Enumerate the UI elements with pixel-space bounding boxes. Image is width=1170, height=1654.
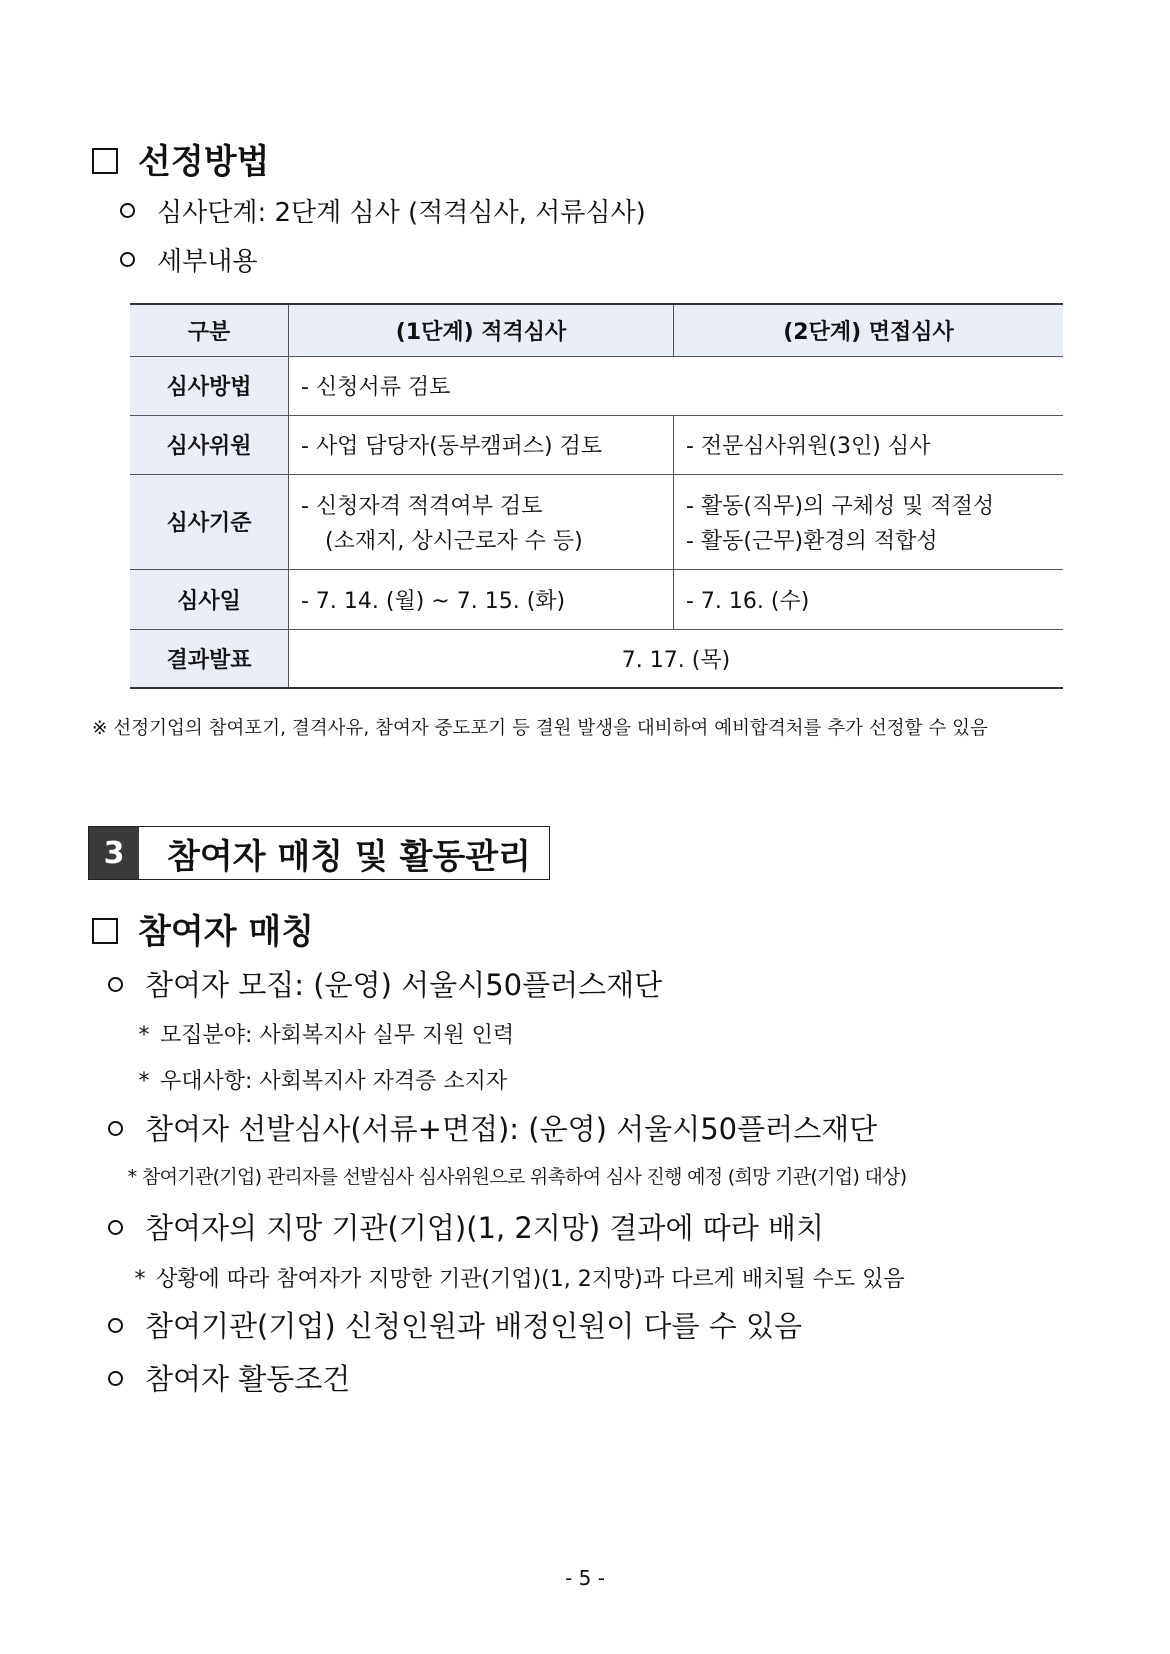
section-heading-matching bbox=[92, 904, 314, 953]
bullet-text: 심사단계: 2단계 심사 (적격심사, 서류심사) bbox=[157, 198, 646, 228]
section-title: 참여자 매칭 및 활동관리 bbox=[167, 836, 531, 877]
table-cell: - 사업 담당자(동부캠퍼스) 검토 bbox=[289, 415, 674, 474]
table-header-row bbox=[130, 304, 1063, 356]
bullet-item bbox=[108, 1357, 350, 1398]
checkbox-square-icon bbox=[92, 918, 118, 944]
table-header-cell: (1단계) 적격심사 bbox=[289, 304, 674, 356]
bullet-item bbox=[120, 192, 646, 229]
bullet-text: 세부내용 bbox=[157, 247, 258, 277]
checkbox-square-icon bbox=[92, 148, 118, 174]
circle-bullet-icon bbox=[108, 1220, 123, 1235]
circle-bullet-icon bbox=[120, 203, 135, 218]
row-label: 심사위원 bbox=[130, 415, 289, 474]
row-label: 심사기준 bbox=[130, 474, 289, 569]
table-cell bbox=[289, 474, 674, 569]
circle-bullet-icon bbox=[108, 1121, 123, 1136]
bullet-item bbox=[108, 1206, 824, 1247]
asterisk-icon: * bbox=[138, 1023, 150, 1048]
row-label: 심사방법 bbox=[130, 356, 289, 415]
sub-item bbox=[130, 1262, 905, 1293]
bullet-item bbox=[108, 1107, 877, 1148]
cell-line: - 활동(직무)의 구체성 및 적절성 bbox=[686, 493, 995, 519]
sub-item bbox=[134, 1018, 514, 1049]
sub-item-text: 참여기관(기업) 관리자를 선발심사 심사위원으로 위촉하여 심사 진행 예정 (희망 기관(기업) 대상) bbox=[142, 1166, 907, 1188]
cell-line: - 신청자격 적격여부 검토 bbox=[301, 493, 543, 519]
table-header-cell: 구분 bbox=[130, 304, 289, 356]
bullet-text: 참여자 모집: (운영) 서울시50플러스재단 bbox=[145, 968, 663, 1002]
table-row bbox=[130, 415, 1063, 474]
bullet-item bbox=[120, 241, 257, 278]
table-cell: - 7. 14. (월) ~ 7. 15. (화) bbox=[289, 569, 674, 629]
sub-item-text: 모집분야: 사회복지사 실무 지원 인력 bbox=[160, 1023, 515, 1048]
table-cell: - 전문심사위원(3인) 심사 bbox=[674, 415, 1064, 474]
sub-item bbox=[134, 1064, 507, 1095]
selection-table bbox=[130, 303, 1063, 689]
asterisk-icon: * bbox=[138, 1069, 150, 1094]
sub-item-text: 상황에 따라 참여자가 지망한 기관(기업)(1, 2지망)과 다르게 배치될 수도 있음 bbox=[156, 1267, 905, 1292]
table-row bbox=[130, 356, 1063, 415]
circle-bullet-icon bbox=[120, 252, 135, 267]
table-cell: - 신청서류 검토 bbox=[289, 356, 1064, 415]
cell-line: - 활동(근무)환경의 적합성 bbox=[686, 528, 938, 554]
table-cell bbox=[674, 474, 1064, 569]
circle-bullet-icon bbox=[108, 1318, 123, 1333]
asterisk-icon: * bbox=[127, 1166, 137, 1188]
bullet-text: 참여자 선발심사(서류+면접): (운영) 서울시50플러스재단 bbox=[145, 1112, 878, 1146]
section-heading-selection bbox=[92, 134, 269, 183]
row-label: 결과발표 bbox=[130, 629, 289, 688]
section-heading-text: 선정방법 bbox=[138, 142, 270, 182]
bullet-text: 참여기관(기업) 신청인원과 배정인원이 다를 수 있음 bbox=[145, 1309, 803, 1343]
circle-bullet-icon bbox=[108, 977, 123, 992]
asterisk-icon: * bbox=[134, 1267, 146, 1292]
sub-item bbox=[124, 1162, 907, 1189]
section-heading-text: 참여자 매칭 bbox=[138, 912, 315, 952]
section-number: 3 bbox=[89, 827, 139, 879]
row-label: 심사일 bbox=[130, 569, 289, 629]
footnote: ※ 선정기업의 참여포기, 결격사유, 참여자 중도포기 등 결원 발생을 대비하여 예비합격처를 추가 선정할 수 있음 bbox=[92, 718, 988, 739]
bullet-text: 참여자의 지망 기관(기업)(1, 2지망) 결과에 따라 배치 bbox=[145, 1211, 824, 1245]
circle-bullet-icon bbox=[108, 1371, 123, 1386]
cell-line: (소재지, 상시근로자 수 등) bbox=[325, 528, 583, 554]
bullet-text: 참여자 활동조건 bbox=[145, 1362, 351, 1396]
table-row bbox=[130, 569, 1063, 629]
page-number: - 5 - bbox=[565, 1566, 605, 1590]
sub-item-text: 우대사항: 사회복지사 자격증 소지자 bbox=[160, 1069, 508, 1094]
section-3-banner bbox=[88, 826, 550, 880]
bullet-item bbox=[108, 1304, 802, 1345]
bullet-item bbox=[108, 963, 662, 1004]
table-header-cell: (2단계) 면접심사 bbox=[674, 304, 1064, 356]
table-row bbox=[130, 629, 1063, 688]
table-cell: - 7. 16. (수) bbox=[674, 569, 1064, 629]
table-cell: 7. 17. (목) bbox=[289, 629, 1064, 688]
table-row bbox=[130, 474, 1063, 569]
